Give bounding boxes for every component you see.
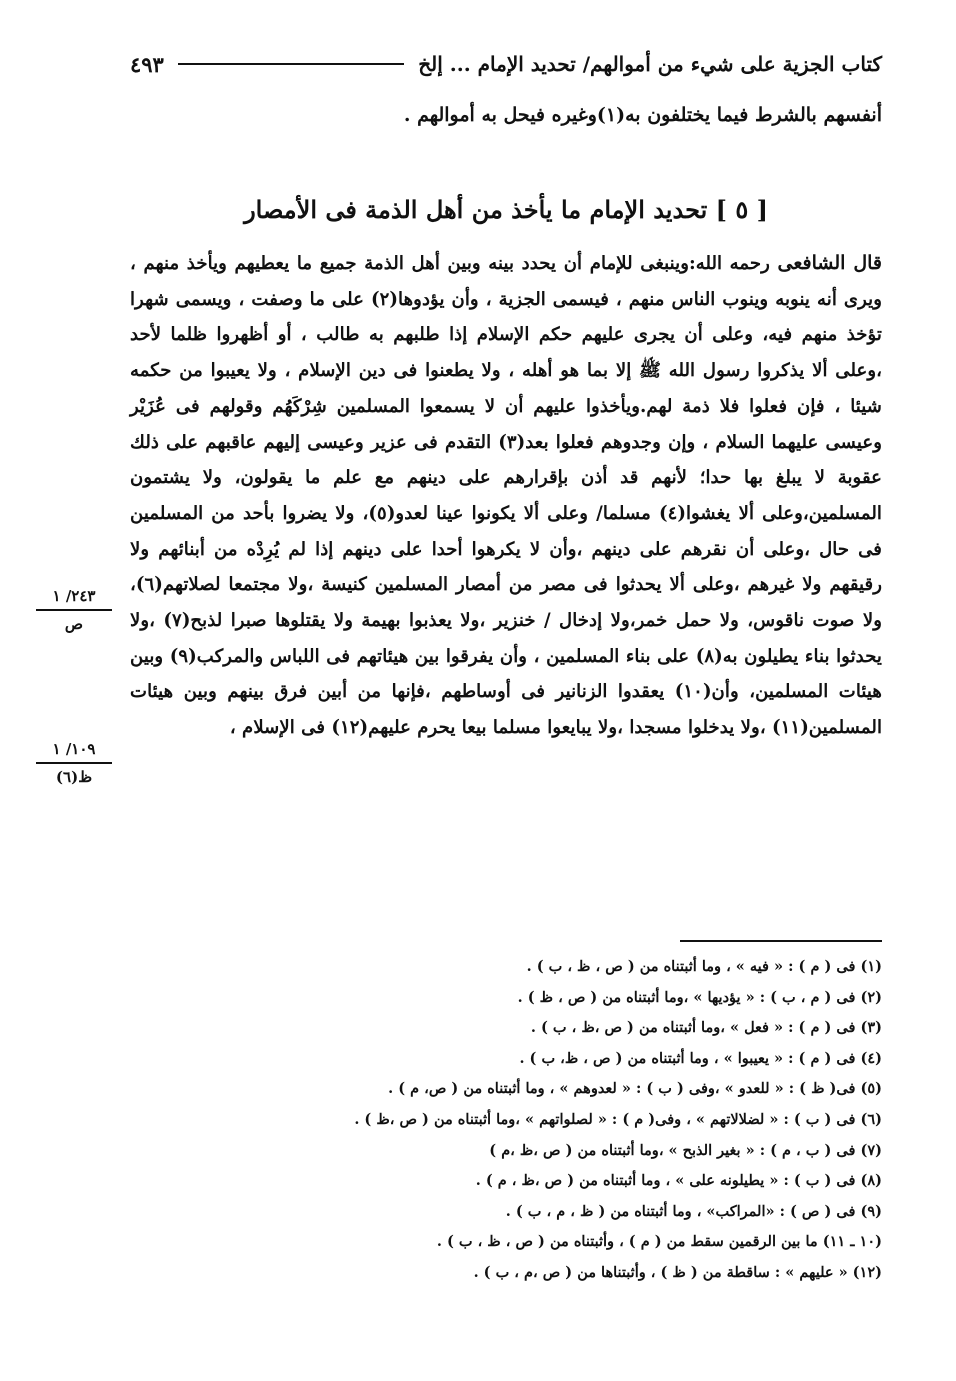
carryover-line: أنفسهم بالشرط فيما يختلفون به(١)وغيره فيحل به أموالهم . (403, 104, 882, 126)
running-header (130, 44, 882, 84)
header-rule (178, 63, 404, 65)
header-title: كتاب الجزية على شيء من أموالهم/ تحديد الإمام ... إلخ (418, 52, 882, 76)
margin-note-1-top: ٢٤٣/ ١ (36, 585, 112, 611)
margin-note-2-bottom: ظ(٦) (55, 768, 93, 786)
margin-note-1-bottom: ص (64, 615, 84, 633)
footnote: (٢) فى ( م ، ب ) : « يؤديها » ،وما أثبتناه من ( ص ، ظ ) . (517, 988, 882, 1006)
margin-note-1 (36, 585, 112, 635)
page-number: ٤٩٣ (130, 51, 164, 77)
footnote: (٧) فى ( ب ، م ) : « بغير الذبح » ،وما أثبتناه من ( ص ،ظ ،م ) (489, 1141, 882, 1159)
main-paragraph (130, 246, 882, 746)
paragraph-text: رحمه الله:وينبغى للإمام أن يحدد بينه وبين أهل الذمة جميع ما يعطيهم ويأخذ منهم ، ويرى أنه ينوبه وينوب الناس منهم ، فيسمى الجزية ، وأن يؤدوها(٢) على ما وصفت ، ويسمى شهرا تؤخذ منهم فيه، وعلى أن يجرى عليهم حكم الإسلام إذا طلبهم به طالب ، أو أظهروا ظلما لأحد ،وعلى ألا يذكروا رسول الله ﷺ إلا بما هو أهله ، ولا يطعنوا فى دين الإسلام ، ولا يعيبوا من حكمه شيئا ، فإن فعلوا فلا ذمة لهم.ويأخذوا عليهم أن لا يسمعوا المسلمين شِرْكَهُم وقولهم فى عُزَيْر وعيسى عليهما السلام ، وإن وجدوهم فعلوا بعد(٣) التقدم فى عزير وعيسى إليهم عاقبهم على ذلك عقوبة لا يبلغ بها حدا؛ لأنهم قد أذن بإقرارهم على دينهم مع علم ما يقولون، ولا يشتمون المسلمين،وعلى ألا يغشوا(٤) مسلما/ وعلى ألا يكونوا عينا لعدو(٥)، ولا يضروا بأحد من المسلمين فى حال ،وعلى أن نقرهم على دينهم ،وأن لا يكرهوا أحدا على دينهم إذا لم يُرِدْه من أبنائهم ولا رقيقهم ولا غيرهم ،وعلى ألا يحدثوا فى مصر من أمصار المسلمين كنيسة ،ولا مجتمعا لصلاتهم(٦)، ولا صوت ناقوس، ولا حمل خمر،ولا إدخال / خنزير ،ولا يعذبوا بهيمة ولا يقتلوها صبرا لذبح(٧) ،ولا يحدثوا بناء يطيلون به(٨) على بناء المسلمين ، وأن يفرقوا بين هيئاتهم فى اللباس والمركب(٩) وبين هيئات المسلمين، وأن(١٠) يعقدوا الزنانير فى أوساطهم ،فإنها من أبين فرق بينهم وبين هيئات المسلمين(١١) ،ولا يدخلوا مسجدا ،ولا يبايعوا مسلما بيعا يحرم عليهم(١٢) فى الإسلام ، (130, 253, 883, 739)
footnote: (٨) فى ( ب ) : « يطيلونه على » ، وما أثبتناه من ( ص ،ظ ، م ) . (475, 1172, 882, 1190)
footnote: (١) فى ( م ) : « فيه » ، وما أثبتناه من ( ص ، ظ ، ب ) . (526, 958, 882, 975)
footnote: (٩) فى ( ص ) : «المراكب» ، وما أثبتناه من ( ظ ، م ، ب ) . (505, 1202, 882, 1220)
footnote: (٤) فى ( م ) : « يعيبوا » ، وما أثبتناه من ( ص ، ظ، ب ) . (519, 1049, 882, 1067)
footnotes (122, 952, 882, 1289)
footnote: (١٠ ـ ١١) ما بين الرقمين سقط من ( م ) ، وأثبتناه من ( ص ، ظ ، ب ) . (436, 1233, 882, 1251)
section-title: [ ٥ ] تحديد الإمام ما يأخذ من أهل الذمة فى الأمصار (244, 195, 768, 224)
footnote: (٥) فى( ظ ) : « للعدو » ،وفى ( ب ) : « لعدوهم » ، وما أثبتناه من ( ص، م ) . (388, 1080, 882, 1098)
margin-note-2 (36, 738, 112, 788)
footnote: (٦) فى ( ب ) : « لضلالاتهم » ، وفى( م ) : « لصلواتهم » ،وما أثبتناه من ( ص ،ظ ) . (354, 1110, 882, 1128)
footnote: (١٢) « عليهم » : ساقطة من ( ظ ) ، وأثبتناها من ( ص ،م ، ب ) . (473, 1263, 882, 1281)
footnote: (٣) فى ( م ) : « فعل » ،وما أثبتناه من ( ص ،ظ ، ب ) . (530, 1019, 882, 1037)
main-text (130, 246, 882, 746)
margin-note-2-top: ١٠٩/ ١ (36, 738, 112, 764)
paragraph-lead: قال الشافعى (777, 252, 882, 274)
footnote-rule (680, 940, 882, 942)
